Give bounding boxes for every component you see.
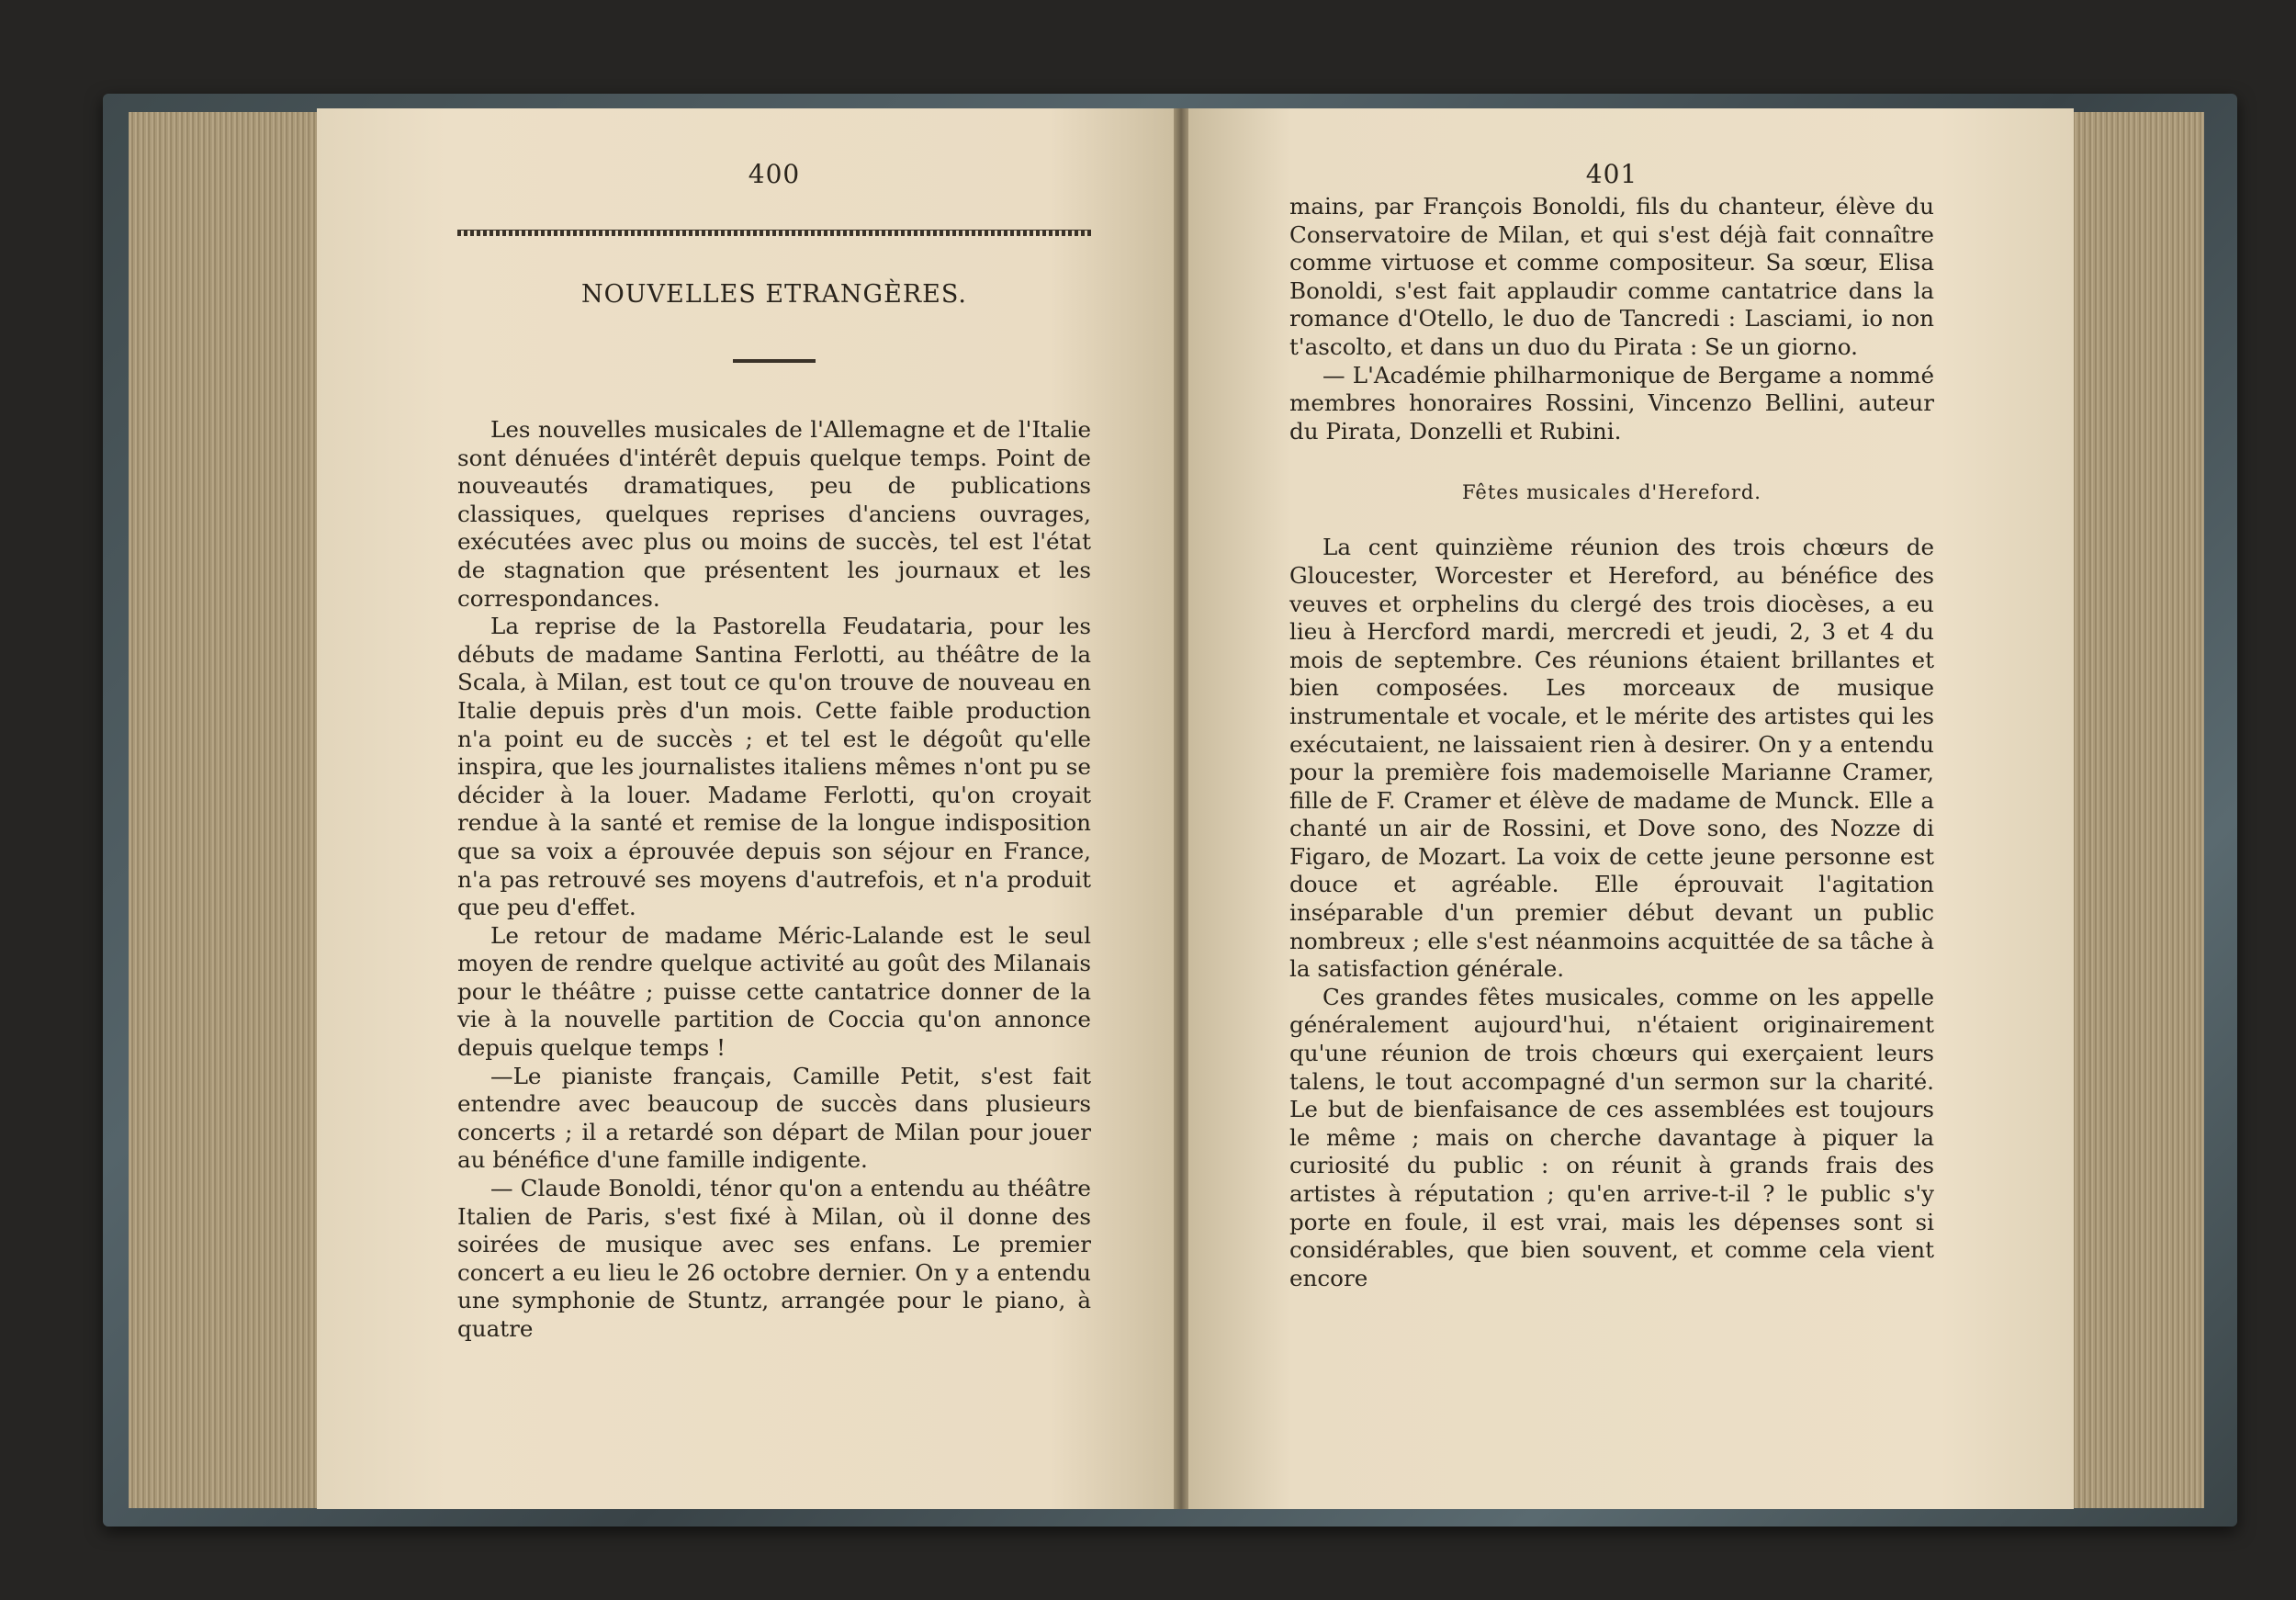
right-body-text-top [1289, 193, 1934, 445]
heading-rule [733, 359, 816, 363]
paragraph: Le retour de madame Méric-Lalande est le seul moyen de rendre quelque activité au goût des Milanais pour le théâtre ; puisse cette cantatrice donner de la vie à la nouvelle partition de Coccia qu'on annonce depuis quelque temps ! [457, 921, 1091, 1062]
right-page-content [1289, 156, 1934, 1292]
right-page-edges [2066, 112, 2204, 1508]
sub-heading: Fêtes musicales d'Hereford. [1462, 481, 1761, 504]
right-body-text-bottom [1289, 534, 1934, 1292]
paragraph: — L'Académie philharmonique de Bergame a nommé membres honoraires Rossini, Vincenzo Bellini, auteur du Pirata, Donzelli et Rubini. [1289, 361, 1934, 445]
left-body-text [457, 416, 1091, 1344]
paragraph: —Le pianiste français, Camille Petit, s'est fait entendre avec beaucoup de succès dans plusieurs concerts ; il a retardé son départ de Milan pour jouer au bénéfice d'une famille indigente. [457, 1062, 1091, 1174]
paragraph: Ces grandes fêtes musicales, comme on les appelle généralement aujourd'hui, n'étaient originairement qu'une réunion de trois chœurs qui exerçaient leurs talens, le tout accompagné d'un sermon sur la charité. Le but de bienfaisance de ces assemblées est toujours le même ; mais on cherche davantage à piquer la curiosité du public : on réunit à grands frais des artistes à réputation ; qu'en arrive-t-il ? le public s'y porte en foule, il est vrai, mais les dépenses sont si considérables, que bien souvent, et comme cela vient encore [1289, 983, 1934, 1291]
paragraph: mains, par François Bonoldi, fils du chanteur, élève du Conservatoire de Milan, et qui s'est déjà fait connaître comme virtuose et comme compositeur. Sa sœur, Elisa Bonoldi, s'est fait applaudir comme cantatrice dans la romance d'Otello, le duo de Tancredi : Lasciami, io non t'ascolto, et dans un duo du Pirata : Se un giorno. [1289, 193, 1934, 360]
paragraph: Les nouvelles musicales de l'Allemagne et de l'Italie sont dénuées d'intérêt depuis quelque temps. Point de nouveautés dramatiques, peu de publications classiques, quelques reprises d'anciens ouvrages, exécutées avec plus ou moins de succès, tel est l'état de stagnation que présentent les journaux et les correspondances. [457, 416, 1091, 612]
left-page-edges [129, 112, 326, 1508]
page-number-right: 401 [1585, 159, 1638, 189]
ornamental-rule [457, 230, 1091, 236]
paragraph: La reprise de la Pastorella Feudataria, pour les débuts de madame Santina Ferlotti, au théâtre de la Scala, à Milan, est tout ce qu'on trouve de nouveau en Italie depuis près d'un mois. Cette faible production n'a point eu de succès ; et tel est le dégoût qu'elle inspira, que les journalistes italiens mêmes n'ont pu se décider à la louer. Madame Ferlotti, qu'on croyait rendue à la santé et remise de la longue indisposition que sa voix a éprouvée depuis son séjour en France, n'a pas retrouvé ses moyens d'autrefois, et n'a produit que peu d'effet. [457, 613, 1091, 921]
paragraph: La cent quinzième réunion des trois chœurs de Gloucester, Worcester et Hereford, au bénéfice des veuves et orphelins du clergé des trois diocèses, a eu lieu à Hercford mardi, mercredi et jeudi, 2, 3 et 4 du mois de septembre. Ces réunions étaient brillantes et bien composées. Les morceaux de musique instrumentale et vocale, et le mérite des artistes qui les exécutaient, ne laissaient rien à desirer. On y a entendu pour la première fois mademoiselle Marianne Cramer, fille de F. Cramer et élève de madame de Munck. Elle a chanté un air de Rossini, et Dove sono, des Nozze di Figaro, de Mozart. La voix de cette jeune personne est douce et agréable. Elle éprouvait l'agitation inséparable d'un premier début devant un public nombreux ; elle s'est néanmoins acquittée de sa tâche à la satisfaction générale. [1289, 534, 1934, 983]
page-number-left: 400 [748, 159, 801, 189]
paragraph: — Claude Bonoldi, ténor qu'on a entendu au théâtre Italien de Paris, s'est fixé à Milan, où il donne des soirées de musique avec ses enfans. Le premier concert a eu lieu le 26 octobre dernier. On y a entendu une symphonie de Stuntz, arrangée pour le piano, à quatre [457, 1175, 1091, 1342]
section-heading: NOUVELLES ETRANGÈRES. [581, 280, 967, 309]
left-page-content [457, 156, 1091, 1344]
book-gutter [1174, 108, 1188, 1509]
